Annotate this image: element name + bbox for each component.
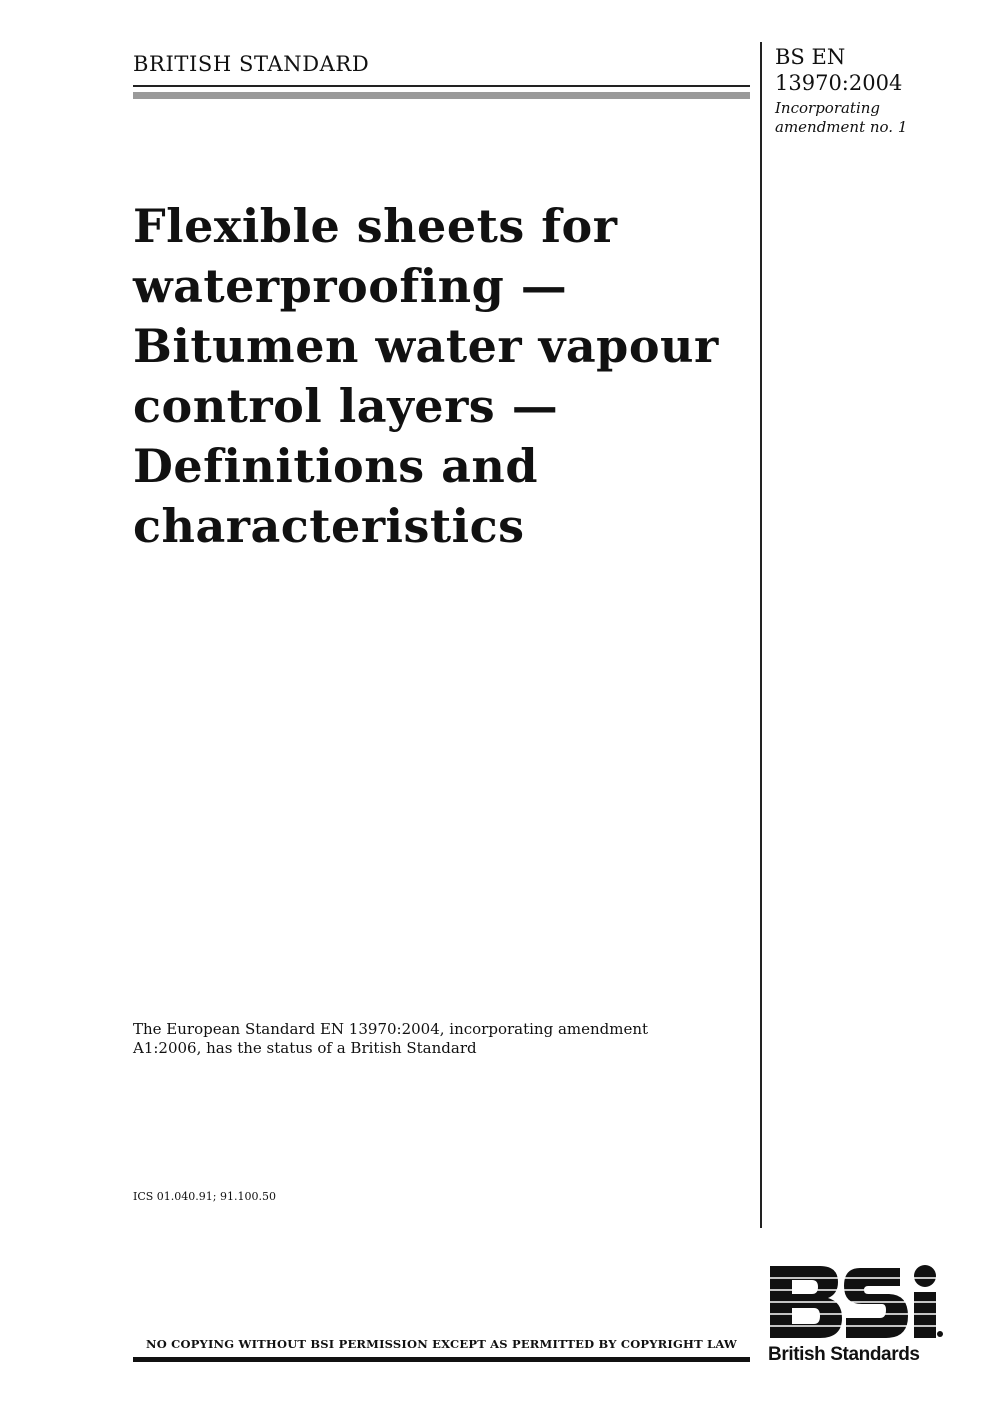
- amendment-note-line1: Incorporating: [775, 99, 881, 117]
- amendment-note-line2: amendment no. 1: [775, 118, 908, 136]
- title-line: waterproofing —: [133, 259, 568, 313]
- ics-code: ICS 01.040.91; 91.100.50: [133, 1190, 276, 1203]
- header-rule-thick: [133, 92, 750, 99]
- status-statement: [133, 1020, 693, 1058]
- standard-number: [775, 44, 985, 96]
- title-line: Bitumen water vapour: [133, 319, 719, 373]
- title-line: control layers —: [133, 379, 559, 433]
- margin-divider: [760, 42, 762, 1228]
- title-line: characteristics: [133, 499, 525, 553]
- title-line: Definitions and: [133, 439, 539, 493]
- document-title: [133, 196, 748, 556]
- status-line1: The European Standard EN 13970:2004, incorporating amendment: [133, 1020, 649, 1038]
- series-label: BRITISH STANDARD: [133, 52, 370, 76]
- standard-number-line1: BS EN: [775, 45, 846, 69]
- status-line2: A1:2006, has the status of a British Standard: [133, 1039, 477, 1057]
- amendment-note: [775, 99, 985, 137]
- bsi-logo-caption: British Standards: [768, 1344, 920, 1365]
- title-line: Flexible sheets for: [133, 199, 618, 253]
- footer-rule: [133, 1357, 750, 1362]
- copyright-notice: NO COPYING WITHOUT BSI PERMISSION EXCEPT AS PERMITTED BY COPYRIGHT LAW: [145, 1337, 738, 1351]
- standard-number-line2: 13970:2004: [775, 71, 903, 95]
- bsi-wordmark-icon: [768, 1262, 946, 1342]
- registered-mark-icon: [937, 1331, 943, 1337]
- header-rule-thin: [133, 85, 750, 87]
